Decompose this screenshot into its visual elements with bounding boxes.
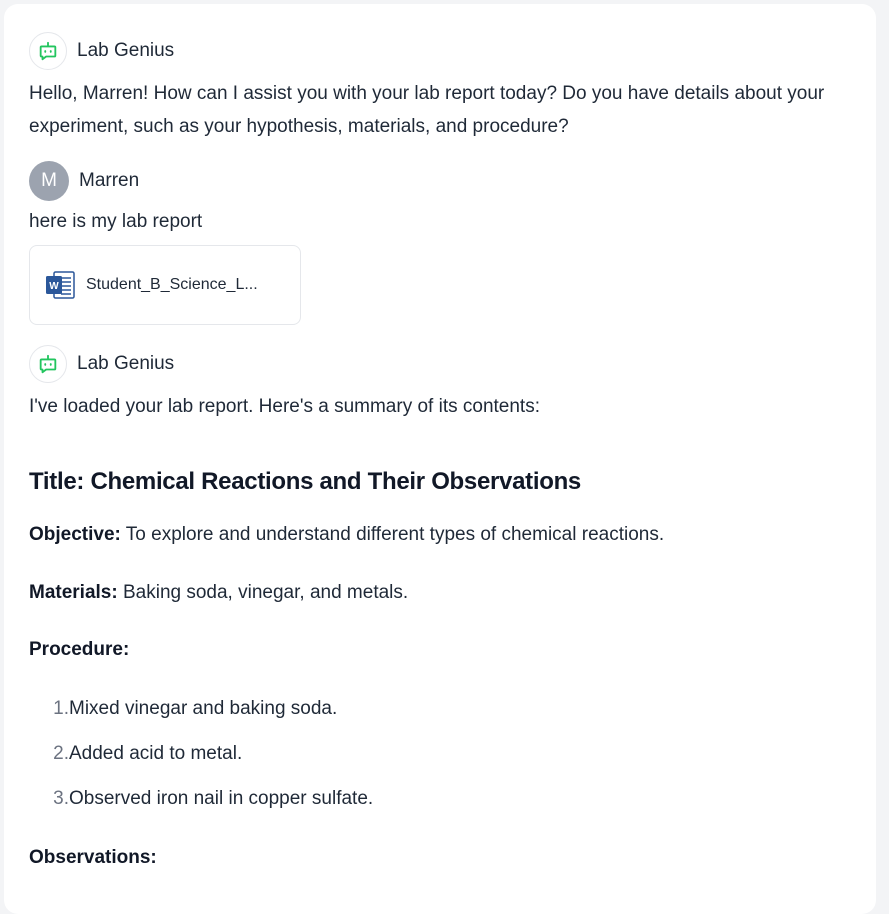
chat-bot-icon: [37, 353, 59, 375]
materials-text: Baking soda, vinegar, and metals.: [117, 582, 409, 603]
assistant-greeting-text: Hello, Marren! How can I assist you with your lab report today? Do you have details about your experiment, such as your hypothesis, materials, and procedure?: [29, 83, 825, 137]
svg-text:W: W: [49, 281, 59, 292]
objective-text: To explore and understand different types of chemical reactions.: [120, 524, 665, 545]
observations-label: Observations:: [29, 847, 157, 868]
procedure-line: [29, 639, 129, 661]
list-item-text: Mixed vinegar and baking soda.: [69, 698, 338, 719]
objective-line: [29, 524, 664, 546]
list-item-text: Observed iron nail in copper sulfate.: [69, 788, 374, 809]
message-header: [29, 344, 865, 384]
chat-bot-icon: [37, 40, 59, 62]
assistant-message: [29, 344, 865, 423]
list-item-number: 2.: [53, 743, 69, 764]
attachment-filename: Student_B_Science_L...: [86, 276, 258, 293]
summary-intro-text: I've loaded your lab report. Here's a summary of its contents:: [29, 396, 540, 417]
list-item: [29, 743, 242, 765]
word-document-icon: [44, 269, 76, 301]
user-avatar: M: [29, 161, 69, 201]
user-name: Marren: [79, 170, 140, 191]
procedure-label: Procedure:: [29, 639, 130, 660]
list-item: [29, 698, 337, 720]
objective-label: Objective:: [29, 524, 121, 545]
assistant-avatar: [29, 345, 67, 383]
user-message: [29, 161, 865, 325]
user-message-text: here is my lab report: [29, 211, 203, 232]
assistant-name: Lab Genius: [77, 40, 175, 61]
list-item-number: 1.: [53, 698, 69, 719]
list-item-text: Added acid to metal.: [69, 743, 243, 764]
assistant-message: [29, 31, 865, 143]
report-title: Title: Chemical Reactions and Their Observations: [29, 468, 581, 495]
observations-line: [29, 847, 157, 869]
assistant-name: Lab Genius: [77, 353, 175, 374]
list-item-number: 3.: [53, 788, 69, 809]
attachment-card[interactable]: [29, 245, 301, 325]
assistant-avatar: [29, 32, 67, 70]
list-item: [29, 788, 373, 810]
message-header: [29, 161, 865, 201]
materials-label: Materials:: [29, 582, 118, 603]
materials-line: [29, 582, 408, 604]
message-header: [29, 31, 865, 71]
